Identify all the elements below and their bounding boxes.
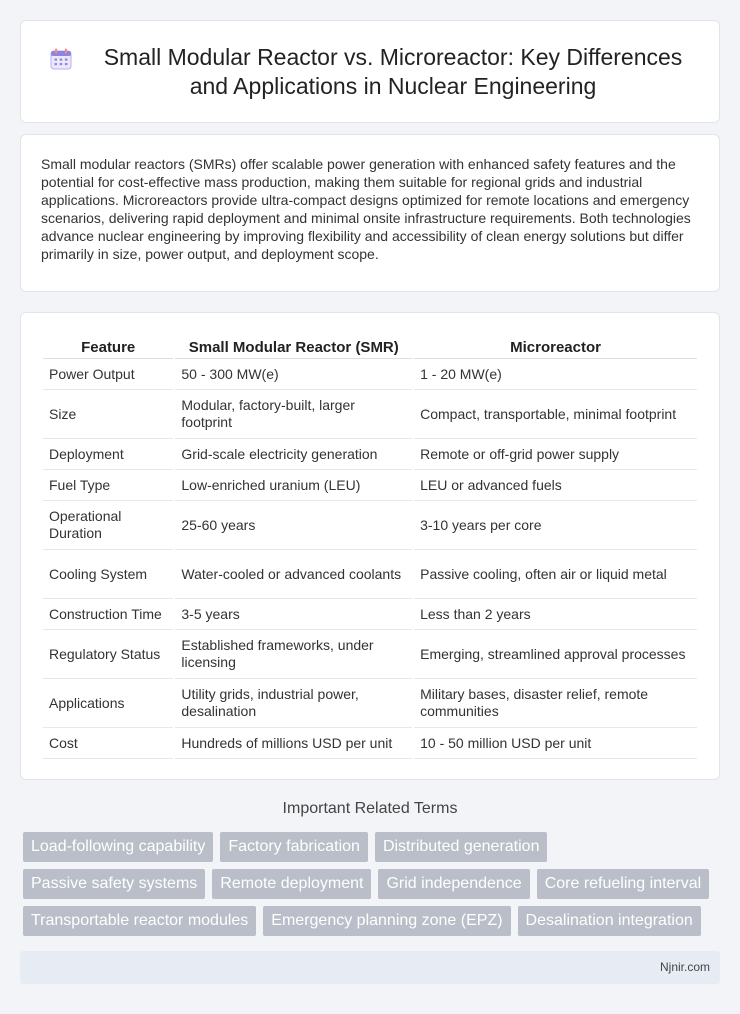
smr-cell: Modular, factory-built, larger footprint: [175, 390, 412, 439]
feature-cell: Cooling System: [43, 550, 173, 599]
feature-cell: Construction Time: [43, 599, 173, 630]
table-row: [43, 470, 697, 501]
related-term-tag[interactable]: Remote deployment: [212, 869, 371, 899]
microreactor-cell: 10 - 50 million USD per unit: [414, 728, 697, 759]
feature-cell: Fuel Type: [43, 470, 173, 501]
table-row: [43, 501, 697, 550]
table-row: [43, 630, 697, 679]
header-microreactor: Microreactor: [414, 333, 697, 359]
tag-row: [23, 869, 723, 899]
comparison-table: [41, 333, 699, 759]
microreactor-cell: Emerging, streamlined approval processes: [414, 630, 697, 679]
smr-cell: 3-5 years: [175, 599, 412, 630]
intro-paragraph: Small modular reactors (SMRs) offer scalable power generation with enhanced safety features and the potential for cost-effective mass production, making them suitable for regional grids and industrial applications. Microreactors provide ultra-compact designs optimized for remote locations and emergency scenarios, delivering rapid deployment and minimal onsite infrastructure requirements. Both technologies advance nuclear engineering by improving flexibility and accessibility of clean energy solutions but differ primarily in size, power output, and deployment scope.: [41, 156, 691, 262]
smr-cell: 25-60 years: [175, 501, 412, 550]
microreactor-cell: Compact, transportable, minimal footprint: [414, 390, 697, 439]
table-row: [43, 599, 697, 630]
page-title: Small Modular Reactor vs. Microreactor: Key Differences and Applications in Nuclear Engineering: [103, 44, 683, 99]
smr-cell: Utility grids, industrial power, desalination: [175, 679, 412, 728]
calendar-icon: [49, 47, 73, 71]
table-row: [43, 550, 697, 599]
intro-card: [20, 134, 720, 292]
related-term-tag[interactable]: Transportable reactor modules: [23, 906, 256, 936]
related-term-tag[interactable]: Passive safety systems: [23, 869, 205, 899]
title-wrap: [49, 43, 699, 101]
microreactor-cell: Less than 2 years: [414, 599, 697, 630]
tag-row: [23, 906, 723, 936]
related-terms: [23, 832, 723, 943]
comparison-card: [20, 312, 720, 780]
table-header-row: [43, 333, 697, 359]
related-term-tag[interactable]: Core refueling interval: [537, 869, 710, 899]
footer-bar: [20, 951, 720, 984]
feature-cell: Applications: [43, 679, 173, 728]
smr-cell: Grid-scale electricity generation: [175, 439, 412, 470]
smr-cell: Water-cooled or advanced coolants: [175, 550, 412, 599]
smr-cell: 50 - 300 MW(e): [175, 359, 412, 390]
related-terms-heading: Important Related Terms: [282, 800, 458, 817]
header-feature: Feature: [43, 333, 173, 359]
feature-cell: Operational Duration: [43, 501, 173, 550]
related-term-tag[interactable]: Load-following capability: [23, 832, 213, 862]
related-term-tag[interactable]: Factory fabrication: [220, 832, 368, 862]
feature-cell: Deployment: [43, 439, 173, 470]
feature-cell: Size: [43, 390, 173, 439]
title-card: [20, 20, 720, 123]
microreactor-cell: Military bases, disaster relief, remote communities: [414, 679, 697, 728]
table-row: [43, 390, 697, 439]
related-term-tag[interactable]: Distributed generation: [375, 832, 548, 862]
microreactor-cell: Passive cooling, often air or liquid metal: [414, 550, 697, 599]
table-row: [43, 728, 697, 759]
microreactor-cell: 1 - 20 MW(e): [414, 359, 697, 390]
header-smr: Small Modular Reactor (SMR): [175, 333, 412, 359]
smr-cell: Low-enriched uranium (LEU): [175, 470, 412, 501]
feature-cell: Regulatory Status: [43, 630, 173, 679]
table-row: [43, 439, 697, 470]
smr-cell: Hundreds of millions USD per unit: [175, 728, 412, 759]
microreactor-cell: LEU or advanced fuels: [414, 470, 697, 501]
table-row: [43, 679, 697, 728]
microreactor-cell: 3-10 years per core: [414, 501, 697, 550]
table-row: [43, 359, 697, 390]
smr-cell: Established frameworks, under licensing: [175, 630, 412, 679]
microreactor-cell: Remote or off-grid power supply: [414, 439, 697, 470]
related-term-tag[interactable]: Grid independence: [378, 869, 529, 899]
footer-site-link[interactable]: Njnir.com: [659, 960, 710, 974]
tag-row: [23, 832, 723, 862]
related-term-tag[interactable]: Emergency planning zone (EPZ): [263, 906, 510, 936]
feature-cell: Cost: [43, 728, 173, 759]
feature-cell: Power Output: [43, 359, 173, 390]
related-term-tag[interactable]: Desalination integration: [518, 906, 701, 936]
